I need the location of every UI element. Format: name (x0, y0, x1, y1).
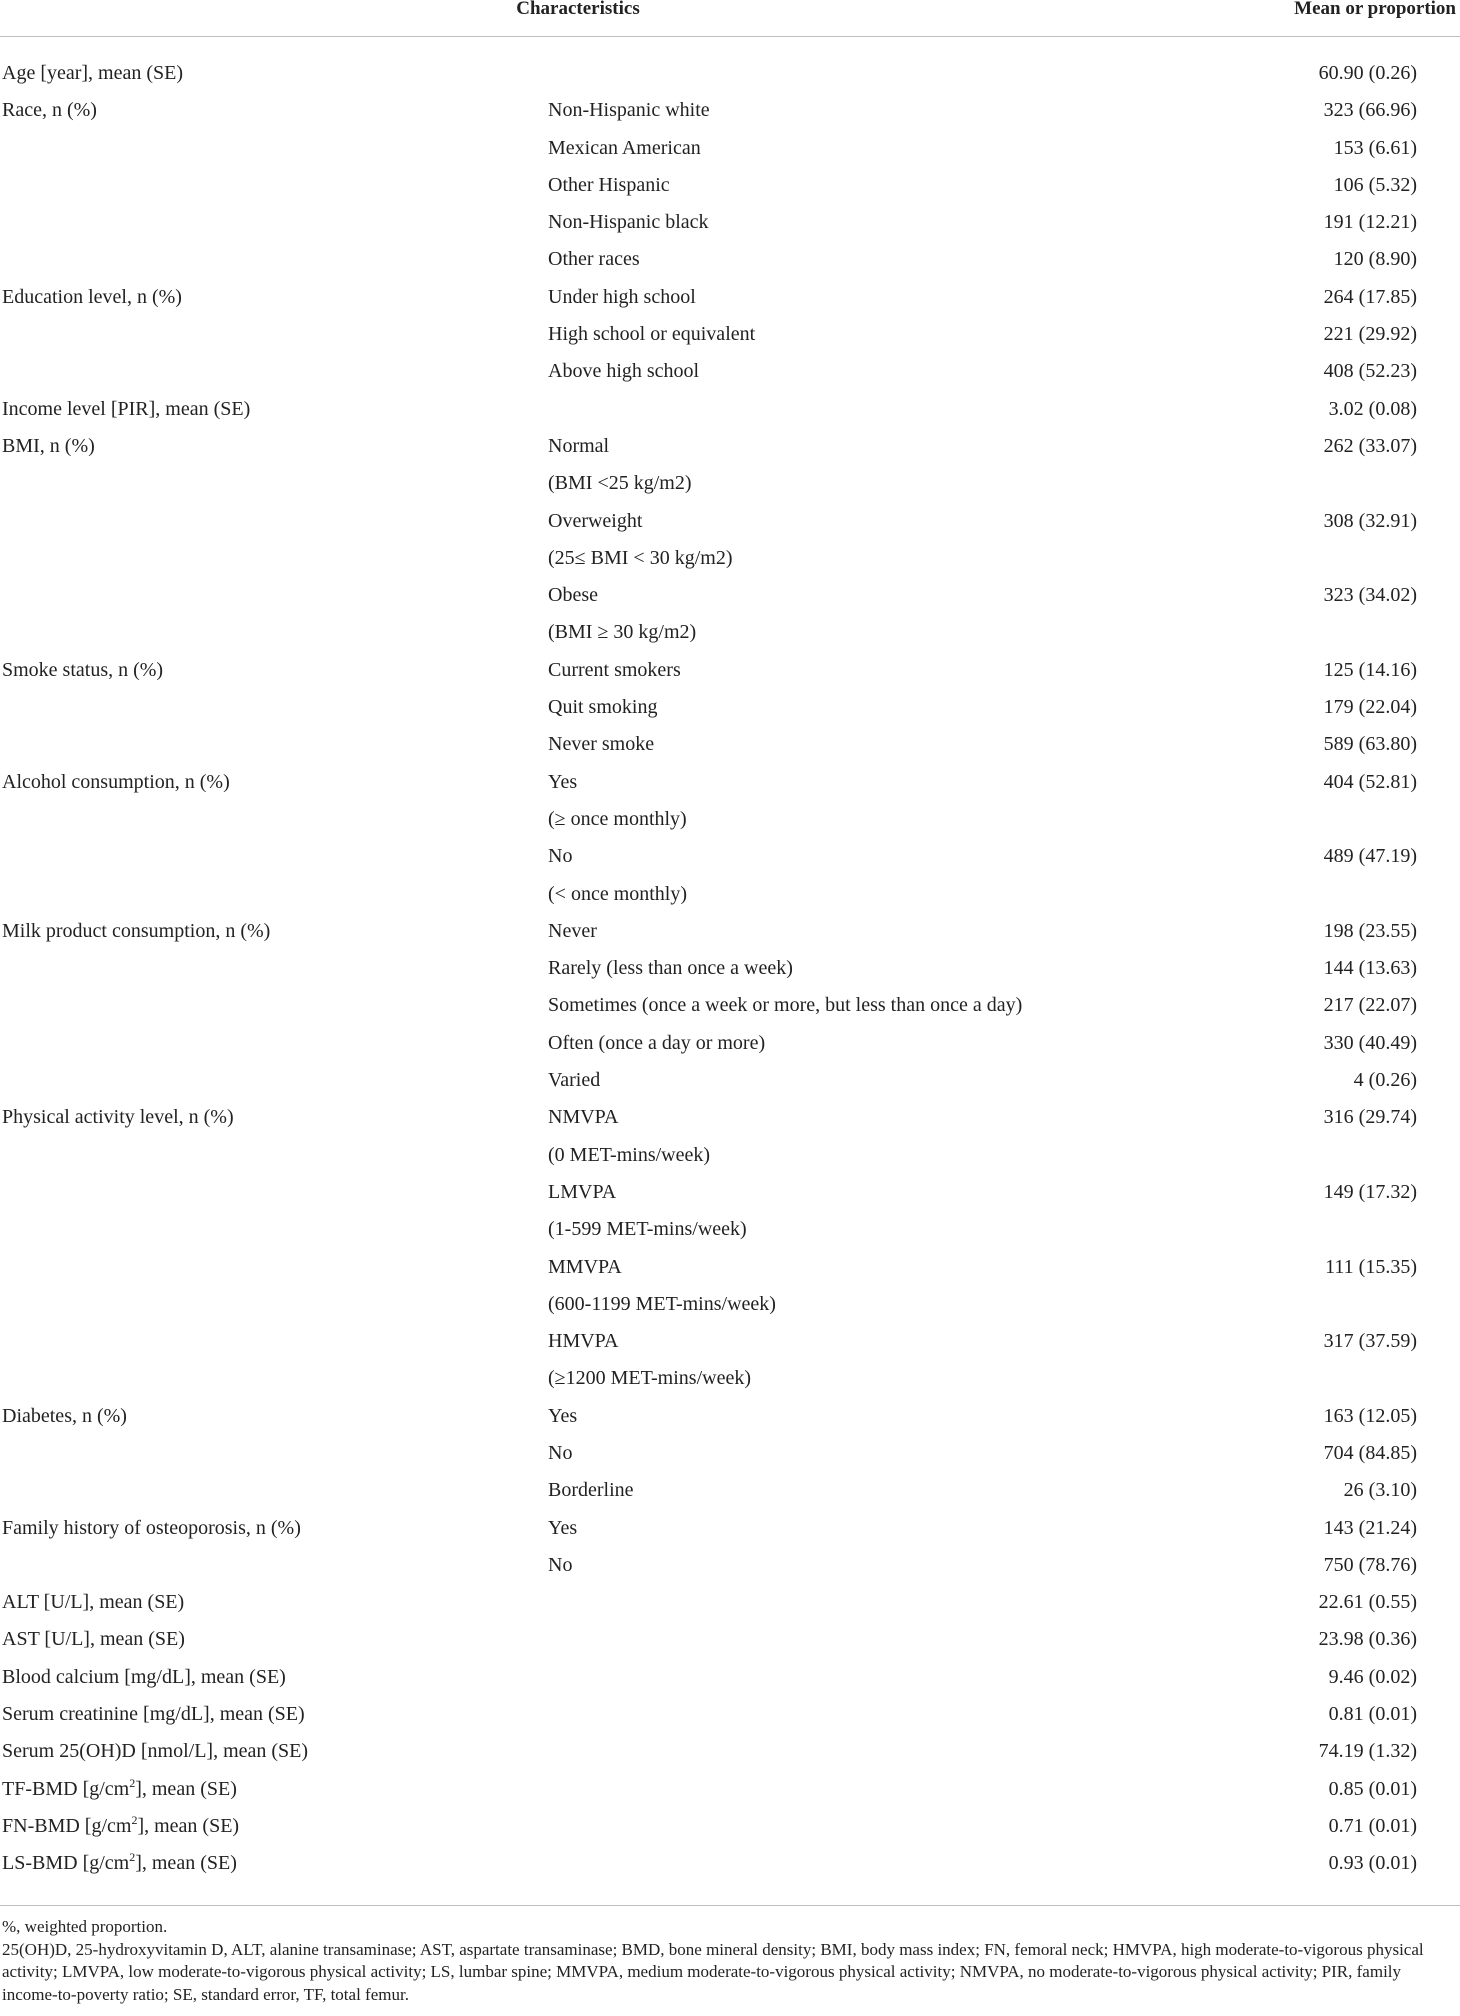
table-row (0, 1025, 1460, 1062)
row-value: 0.71 (0.01) (1328, 1814, 1417, 1837)
table-row (0, 764, 1460, 801)
row-category: HMVPA (548, 1330, 619, 1353)
row-category: Sometimes (once a week or more, but less than once a day) (548, 994, 1023, 1017)
table-row (0, 503, 1460, 540)
table-row (0, 1211, 1460, 1248)
table-row (0, 1062, 1460, 1099)
row-value: 489 (47.19) (1323, 845, 1417, 868)
row-value: 74.19 (1.32) (1318, 1740, 1417, 1763)
row-value: 144 (13.63) (1323, 957, 1417, 980)
table-row (0, 1845, 1460, 1882)
footnote-weighted-proportion: %, weighted proportion. (2, 1917, 168, 1936)
row-value: 308 (32.91) (1323, 509, 1417, 532)
table-row (0, 652, 1460, 689)
table-bottom-rule (0, 1905, 1460, 1906)
row-category: Above high school (548, 360, 700, 383)
row-characteristic-text: ], mean (SE) (135, 1852, 237, 1875)
table-row (0, 1808, 1460, 1845)
row-characteristic: Income level [PIR], mean (SE) (2, 397, 251, 420)
row-category: Normal (548, 434, 610, 457)
unit-superscript: 2 (131, 1812, 138, 1827)
row-characteristic (2, 1845, 237, 1882)
table-row (0, 1249, 1460, 1286)
row-category: Non-Hispanic white (548, 99, 710, 122)
row-category: MMVPA (548, 1255, 622, 1278)
table-row (0, 1771, 1460, 1808)
table-row (0, 279, 1460, 316)
row-value: 179 (22.04) (1323, 696, 1417, 719)
row-characteristic-text: FN-BMD [g/cm (2, 1814, 132, 1837)
row-category: Often (once a day or more) (548, 1031, 766, 1054)
row-characteristic (2, 1808, 239, 1845)
row-characteristic-text: ], mean (SE) (135, 1777, 237, 1800)
row-characteristic: Family history of osteoporosis, n (%) (2, 1516, 301, 1539)
row-value: 4 (0.26) (1353, 1069, 1417, 1092)
row-category: (25≤ BMI < 30 kg/m2) (548, 546, 733, 569)
table-row (0, 1621, 1460, 1658)
row-characteristic: Alcohol consumption, n (%) (2, 770, 230, 793)
table-row (0, 1323, 1460, 1360)
table-row (0, 540, 1460, 577)
table-row (0, 55, 1460, 92)
row-value: 262 (33.07) (1323, 434, 1417, 457)
row-category: Overweight (548, 509, 643, 532)
row-value: 153 (6.61) (1333, 136, 1417, 159)
row-characteristic: Diabetes, n (%) (2, 1404, 127, 1427)
unit-superscript: 2 (129, 1850, 136, 1865)
row-category: Varied (548, 1069, 601, 1092)
unit-superscript: 2 (129, 1775, 136, 1790)
row-characteristic: Serum creatinine [mg/dL], mean (SE) (2, 1703, 305, 1726)
row-category: Current smokers (548, 658, 681, 681)
row-characteristic: BMI, n (%) (2, 434, 95, 457)
row-characteristic: Smoke status, n (%) (2, 658, 164, 681)
table-row (0, 1099, 1460, 1136)
row-characteristic: Race, n (%) (2, 99, 97, 122)
row-characteristic: ALT [U/L], mean (SE) (2, 1591, 185, 1614)
table-row (0, 726, 1460, 763)
table-row (0, 689, 1460, 726)
row-category: (BMI <25 kg/m2) (548, 472, 692, 495)
row-category: (BMI ≥ 30 kg/m2) (548, 621, 697, 644)
row-value: 191 (12.21) (1323, 211, 1417, 234)
row-value: 3.02 (0.08) (1328, 397, 1417, 420)
table-row (0, 614, 1460, 651)
row-category: (< once monthly) (548, 882, 688, 905)
header-mean-or-proportion: Mean or proportion (1294, 0, 1456, 19)
table-row (0, 391, 1460, 428)
row-value: 408 (52.23) (1323, 360, 1417, 383)
row-category: Never smoke (548, 733, 655, 756)
table-row (0, 1435, 1460, 1472)
table-row (0, 913, 1460, 950)
row-category: Borderline (548, 1479, 634, 1502)
row-category: Yes (548, 1404, 578, 1427)
table-row (0, 1696, 1460, 1733)
row-value: 60.90 (0.26) (1318, 62, 1417, 84)
table-row (0, 428, 1460, 465)
row-value: 120 (8.90) (1333, 248, 1417, 271)
table-row (0, 801, 1460, 838)
row-value: 264 (17.85) (1323, 285, 1417, 308)
table-row (0, 1472, 1460, 1509)
row-category: Other Hispanic (548, 173, 670, 196)
row-category: NMVPA (548, 1106, 619, 1129)
row-value: 106 (5.32) (1333, 173, 1417, 196)
row-category: No (548, 1553, 573, 1576)
row-value: 0.93 (0.01) (1328, 1852, 1417, 1875)
table-row (0, 1733, 1460, 1770)
row-category: Yes (548, 770, 578, 793)
row-value: 163 (12.05) (1323, 1404, 1417, 1427)
row-value: 589 (63.80) (1323, 733, 1417, 756)
row-value: 316 (29.74) (1323, 1106, 1417, 1129)
row-characteristic: Milk product consumption, n (%) (2, 919, 271, 942)
row-category: Non-Hispanic black (548, 211, 709, 234)
row-category: (600-1199 MET-mins/week) (548, 1292, 776, 1315)
row-value: 22.61 (0.55) (1318, 1591, 1417, 1614)
table-row (0, 1547, 1460, 1584)
row-category: (≥1200 MET-mins/week) (548, 1367, 751, 1390)
table-row (0, 1659, 1460, 1696)
table-row (0, 465, 1460, 502)
table-row (0, 950, 1460, 987)
row-category: (≥ once monthly) (548, 807, 687, 830)
row-value: 125 (14.16) (1323, 658, 1417, 681)
row-value: 111 (15.35) (1325, 1255, 1417, 1278)
table-header (0, 0, 1460, 37)
row-category: Under high school (548, 285, 696, 308)
row-value: 404 (52.81) (1323, 770, 1417, 793)
row-characteristic: AST [U/L], mean (SE) (2, 1628, 185, 1651)
table-row (0, 1510, 1460, 1547)
row-characteristic: Age [year], mean (SE) (2, 62, 184, 84)
table-row (0, 876, 1460, 913)
table-row (0, 1286, 1460, 1323)
table-row (0, 204, 1460, 241)
table-row (0, 1174, 1460, 1211)
row-value: 0.85 (0.01) (1328, 1777, 1417, 1800)
row-characteristic-text: TF-BMD [g/cm (2, 1777, 130, 1800)
table-row (0, 1398, 1460, 1435)
row-category: (0 MET-mins/week) (548, 1143, 711, 1166)
row-value: 323 (66.96) (1323, 99, 1417, 122)
table-footnotes (2, 1916, 1456, 2006)
table-row (0, 1360, 1460, 1397)
row-category: High school or equivalent (548, 323, 756, 346)
row-value: 323 (34.02) (1323, 584, 1417, 607)
row-characteristic-text: ], mean (SE) (137, 1814, 240, 1837)
row-category: (1-599 MET-mins/week) (548, 1218, 747, 1241)
table-row (0, 838, 1460, 875)
table-body (0, 55, 1460, 1883)
row-value: 26 (3.10) (1343, 1479, 1417, 1502)
row-category: Mexican American (548, 136, 701, 159)
row-characteristic: Blood calcium [mg/dL], mean (SE) (2, 1665, 286, 1688)
row-value: 149 (17.32) (1323, 1180, 1417, 1203)
footnote-abbreviations: 25(OH)D, 25-hydroxyvitamin D, ALT, alanine transaminase; AST, aspartate transaminase; BMD, bone mineral density; BMI, body mass index; FN, femoral neck; HMVPA, high moderate-to-vigorous physical activity; LMVPA, low moderate-to-vigorous physical activity; LS, lumbar spine; MMVPA, medium moderate-to-vigorous physical activity; NMVPA, no moderate-to-vigorous physical activity; PIR, family income-to-poverty ratio; SE, standard error, TF, total femur. (2, 1939, 1424, 2004)
row-value: 217 (22.07) (1323, 994, 1417, 1017)
row-category: Yes (548, 1516, 578, 1539)
table-row (0, 353, 1460, 390)
table-row (0, 92, 1460, 129)
row-value: 330 (40.49) (1323, 1031, 1417, 1054)
row-value: 9.46 (0.02) (1328, 1665, 1417, 1688)
row-value: 0.81 (0.01) (1328, 1703, 1417, 1726)
table-row (0, 167, 1460, 204)
row-characteristic: Education level, n (%) (2, 285, 182, 308)
row-value: 317 (37.59) (1323, 1330, 1417, 1353)
table-row (0, 1137, 1460, 1174)
header-characteristics: Characteristics (516, 0, 640, 19)
row-category: Quit smoking (548, 696, 658, 719)
table-row (0, 316, 1460, 353)
row-category: Obese (548, 584, 598, 607)
row-value: 704 (84.85) (1323, 1441, 1417, 1464)
row-category: No (548, 845, 573, 868)
row-value: 221 (29.92) (1323, 323, 1417, 346)
table-row (0, 987, 1460, 1024)
row-value: 198 (23.55) (1323, 919, 1417, 942)
table-row (0, 577, 1460, 614)
row-category: No (548, 1441, 573, 1464)
row-value: 23.98 (0.36) (1318, 1628, 1417, 1651)
row-category: Rarely (less than once a week) (548, 957, 793, 980)
row-category: LMVPA (548, 1180, 617, 1203)
row-category: Other races (548, 248, 640, 271)
row-characteristic: Physical activity level, n (%) (2, 1106, 234, 1129)
row-category: Never (548, 919, 597, 942)
table-row (0, 130, 1460, 167)
table-row (0, 1584, 1460, 1621)
row-value: 143 (21.24) (1323, 1516, 1417, 1539)
row-characteristic-text: LS-BMD [g/cm (2, 1852, 130, 1875)
row-value: 750 (78.76) (1323, 1553, 1417, 1576)
row-characteristic (2, 1771, 237, 1808)
row-characteristic: Serum 25(OH)D [nmol/L], mean (SE) (2, 1740, 309, 1763)
table-row (0, 241, 1460, 278)
